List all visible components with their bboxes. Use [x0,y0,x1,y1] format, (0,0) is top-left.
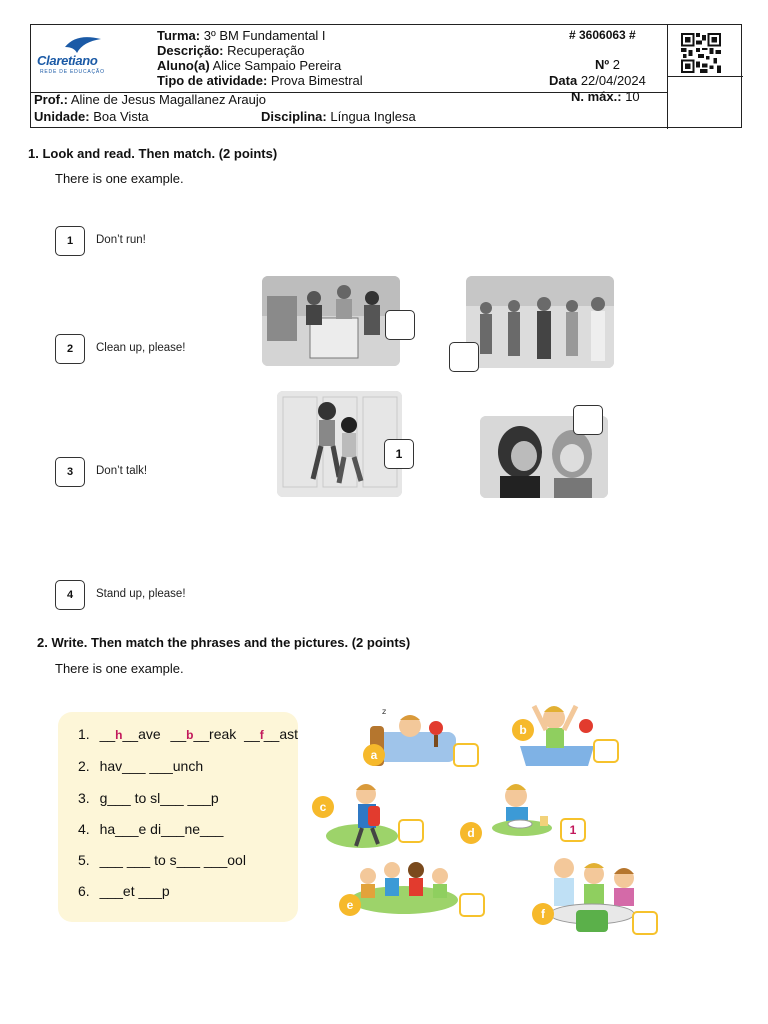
badge-a: a [363,744,385,766]
answer-box-e[interactable] [459,893,485,917]
item-number-1: 1 [55,226,85,256]
illustration-dinner [546,850,642,938]
badge-f: f [532,903,554,925]
qr-code-icon [681,33,721,73]
header-box-divider [667,76,743,77]
descricao-field: Descrição: Recuperação [157,43,305,58]
answer-box-a[interactable] [453,743,479,767]
word-line-6[interactable]: 6. ___et ___p [78,883,170,899]
prof-field: Prof.: Aline de Jesus Magallanez Araujo [34,92,266,107]
disciplina-field: Disciplina: Língua Inglesa [261,109,416,124]
phrase-1: Don’t run! [96,234,146,246]
header-vertical-divider [667,25,668,129]
question-2-subtitle: There is one example. [55,661,184,676]
aluno-field: Aluno(a) Alice Sampaio Pereira [157,58,342,73]
illustration-going-to-school [326,778,404,850]
question-2-title: 2. Write. Then match the phrases and the pictures. (2 points) [37,635,411,650]
unidade-field: Unidade: Boa Vista [34,109,149,124]
turma-field: Turma: 3º BM Fundamental I [157,28,326,43]
exam-code: # 3606063 # [569,28,636,42]
phrase-4: Stand up, please! [96,588,186,600]
data-field: Data 22/04/2024 [549,73,646,88]
word-list-panel [58,712,298,922]
item-number-4: 4 [55,580,85,610]
answer-box-teacher[interactable] [573,405,603,435]
illustration-breakfast [482,778,556,844]
answer-box-running[interactable]: 1 [384,439,414,469]
phrase-3: Don’t talk! [96,465,148,477]
photo-children-cleaning [262,276,400,366]
badge-c: c [312,796,334,818]
answer-box-b[interactable] [593,739,619,763]
item-number-3: 3 [55,457,85,487]
logo-subtitle: REDE DE EDUCAÇÃO [40,69,105,75]
school-logo [37,33,129,79]
illustration-lunch [348,856,460,916]
question-1-title: 1. Look and read. Then match. (2 points) [28,146,278,161]
example-letter-f: f [259,728,264,742]
tipo-field: Tipo de atividade: Prova Bimestral [157,73,363,88]
word-line-5[interactable]: 5. ___ ___ to s___ ___ool [78,852,246,868]
logo-name: Claretiano [37,53,98,68]
word-line-3[interactable]: 3. g___ to sl___ ___p [78,790,219,806]
answer-box-c[interactable] [398,819,424,843]
question-1-subtitle: There is one example. [55,171,184,186]
photo-class-standing [466,276,614,368]
answer-box-d[interactable]: 1 [560,818,586,842]
badge-b: b [512,719,534,741]
item-number-2: 2 [55,334,85,364]
nmax-field: N. máx.: 10 [571,89,640,104]
answer-box-cleaning[interactable] [385,310,415,340]
word-line-1: 1. __h__ave __b__reak __f__ast [78,726,299,742]
exam-header [30,24,742,128]
svg-text:z: z [382,707,387,716]
word-line-4[interactable]: 4. ha___e di___ne___ [78,821,224,837]
example-letter-b: b [186,728,194,742]
example-letter-h: h [115,728,123,742]
answer-box-standing[interactable] [449,342,479,372]
answer-box-f[interactable] [632,911,658,935]
badge-d: d [460,822,482,844]
word-line-2[interactable]: 2. hav___ ___unch [78,758,204,774]
phrase-2: Clean up, please! [96,342,186,354]
badge-e: e [339,894,361,916]
numero-field: Nº 2 [595,57,620,72]
